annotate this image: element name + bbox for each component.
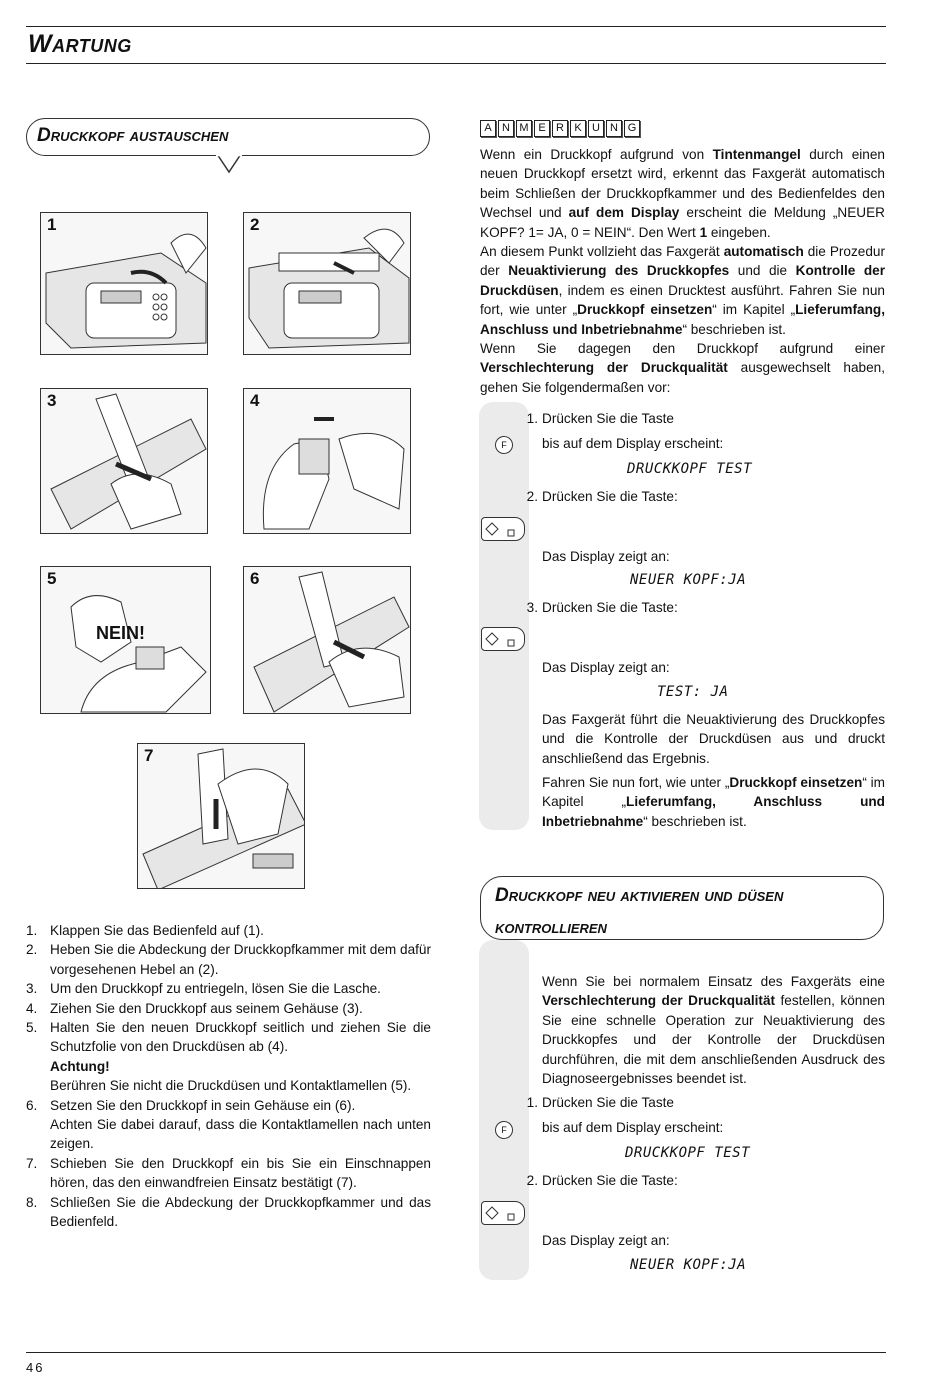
- bold-text: Kontrolle der Druckdüsen: [480, 263, 885, 298]
- step-row: [26, 999, 431, 1018]
- function-key-icon: F: [495, 436, 513, 454]
- note-title: [480, 118, 642, 137]
- text-run: erscheint die Meldung „NEUER KOPF? 1= JA, 0 = NEIN“. Den Wert: [480, 205, 885, 240]
- text-run: “ beschrieben ist.: [643, 813, 747, 829]
- figure-4: [243, 388, 411, 534]
- figure-number: 5: [47, 569, 57, 588]
- bold-text: auf dem Display: [568, 205, 680, 221]
- figure-number: 7: [144, 746, 154, 765]
- display-message: DRUCKKOPF TEST: [625, 1145, 751, 1161]
- text-run: Wenn Sie dagegen den Druckkopf aufgrund einer: [480, 341, 885, 356]
- figure-7: [137, 743, 305, 889]
- bold-text: Druckkopf einsetzen: [577, 302, 713, 318]
- step-row: [26, 1057, 431, 1076]
- text-run: eingeben.: [707, 224, 771, 240]
- step-text: Setzen Sie den Druckkopf in sein Gehäuse ein (6).: [50, 1097, 356, 1113]
- display-message: NEUER KOPF:JA: [630, 572, 747, 588]
- step-row: [26, 979, 431, 998]
- bold-text: Lieferumfang, Anschluss und Inbetriebnahme: [542, 794, 885, 829]
- section-title: Druckkopf austauschen: [37, 125, 229, 146]
- step-number: 2.: [526, 489, 538, 504]
- step-number: 1.: [526, 411, 538, 426]
- text-run: Fahren Sie nun fort, wie unter „: [542, 775, 730, 790]
- step-number: 3.: [526, 600, 538, 615]
- display-message: TEST: JA: [657, 684, 729, 700]
- figure-2: [243, 212, 411, 355]
- step-row: [26, 940, 431, 979]
- bold-text: Neuaktivierung des Druckkopfes: [508, 263, 730, 279]
- note-letter-box: E: [534, 120, 550, 137]
- text-run: ausgewechselt haben, gehen Sie folgendermaßen vor:: [480, 360, 885, 395]
- start-diamond-icon: [482, 518, 526, 542]
- step-number: [26, 1057, 50, 1076]
- text-run: die Prozedur der: [480, 244, 885, 279]
- text-run: Wenn ein Druckkopf aufgrund von: [480, 147, 713, 162]
- text-run: und die: [729, 263, 796, 279]
- bold-text: 1: [699, 224, 708, 240]
- text-run: “ im Kapitel „: [542, 775, 885, 810]
- bold-text: automatisch: [723, 244, 804, 259]
- step-text: Drücken Sie die Taste: [542, 1095, 674, 1110]
- step-text: Drücken Sie die Taste:: [542, 600, 678, 615]
- step-text: Ziehen Sie den Druckkopf aus seinem Gehäuse (3).: [50, 1000, 363, 1016]
- figure-number: 6: [250, 569, 260, 588]
- text-run: “ im Kapitel „: [712, 302, 796, 318]
- step-number: 7.: [26, 1155, 38, 1171]
- figure-3: [40, 388, 208, 534]
- step-row: [26, 1076, 431, 1095]
- section-title-line-1: Druckkopf neu aktivieren und düsen: [495, 885, 784, 906]
- note-paragraph-2: [480, 242, 885, 339]
- bubble-tail: [215, 154, 245, 174]
- step-row: [26, 1096, 431, 1115]
- figure-number: 3: [47, 391, 57, 410]
- start-diamond-icon: [482, 628, 526, 652]
- section-title-bubble: [26, 118, 430, 156]
- footer-rule: [26, 1352, 886, 1353]
- fax-panel-illustration: [41, 213, 208, 355]
- note-letter-box: G: [624, 120, 640, 137]
- insert-printhead-illustration: [244, 567, 411, 714]
- step-text: bis auf dem Display erscheint:: [542, 1120, 724, 1135]
- display-message: NEUER KOPF:JA: [630, 1257, 747, 1273]
- figure-5: [40, 566, 211, 714]
- step-number: 2.: [26, 942, 38, 958]
- text-run: “ beschrieben ist.: [682, 321, 786, 337]
- step-number: [26, 1076, 50, 1095]
- procedure-result-text: Das Faxgerät führt die Neuaktivierung des Druckkopfes und die Kontrolle der Druckdüsen aus und druckt anschließend das Ergebnis.: [542, 712, 885, 766]
- step-text: bis auf dem Display erscheint:: [542, 436, 724, 451]
- start-key-icon: [481, 627, 525, 651]
- bold-text: Druckkopf einsetzen: [729, 775, 863, 790]
- step-text: Schließen Sie die Abdeckung der Druckkopfkammer und das Bedienfeld.: [50, 1194, 431, 1230]
- note-paragraph-3: [480, 339, 885, 397]
- procedure-continue-text: [542, 773, 885, 831]
- peel-film-illustration: [244, 389, 411, 534]
- note-paragraph-1: [480, 145, 885, 242]
- step-text: Klappen Sie das Bedienfeld auf (1).: [50, 923, 264, 938]
- section-title-bubble: [480, 876, 884, 940]
- text-run: festellen, können Sie eine schnelle Operation zur Neuaktivierung des Druckkopfes und der Kontrolle der Druckdüsen durchführen, die mit dem anschließenden Ausdruck des Diagnoseergebnisses beendet ist.: [542, 993, 885, 1087]
- note-letter-box: R: [552, 120, 568, 137]
- section-title-line-2: kontrollieren: [495, 917, 607, 938]
- bold-text: Verschlechterung der Druckqualität: [480, 360, 728, 376]
- section-intro: [542, 972, 885, 1088]
- start-diamond-icon: [482, 1202, 526, 1226]
- step-text: Das Display zeigt an:: [542, 1233, 670, 1248]
- replacement-steps: [26, 921, 431, 1232]
- figure-number: 1: [47, 215, 57, 234]
- step-row: [26, 921, 431, 940]
- text-run: Wenn Sie bei normalem Einsatz des Faxgeräts eine: [542, 974, 885, 989]
- step-row: [26, 1193, 431, 1232]
- figure-number: 2: [250, 215, 260, 234]
- step-number: 6.: [26, 1097, 38, 1113]
- step-text: Halten Sie den neuen Druckkopf seitlich und ziehen Sie die Schutzfolie von den Druckdüsen ab (4).: [50, 1020, 431, 1055]
- step-text: Heben Sie die Abdeckung der Druckkopfkammer mit dem dafür vorgesehenen Hebel an (2).: [50, 942, 431, 977]
- step-number: [26, 1115, 50, 1154]
- step-number: 8.: [26, 1194, 38, 1210]
- fax-cover-illustration: [244, 213, 411, 355]
- function-key-icon: F: [495, 1121, 513, 1139]
- step-row: [26, 1154, 431, 1193]
- step-number: 3.: [26, 981, 38, 997]
- display-message: DRUCKKOPF TEST: [627, 461, 753, 477]
- figure-6: [243, 566, 411, 714]
- page-number: 46: [26, 1360, 45, 1375]
- header-rule: [26, 63, 886, 64]
- step-text: Drücken Sie die Taste:: [542, 1173, 678, 1188]
- note-letter-box: N: [498, 120, 514, 137]
- snap-printhead-illustration: [138, 744, 305, 889]
- step-number: 1.: [26, 923, 38, 938]
- chapter-title: Wartung: [28, 30, 132, 58]
- warning-heading: Achtung!: [50, 1058, 110, 1074]
- step-number: 1.: [526, 1095, 538, 1110]
- remove-printhead-illustration: [41, 389, 208, 534]
- text-run: durch einen neuen Druckkopf ersetzt wird, erkennt das Faxgerät automatisch beim Schließen der Druckkopfkammer und des Bedienfeldes den Wechsel und: [480, 147, 885, 221]
- step-row: [26, 1115, 431, 1154]
- step-text: Achten Sie dabei darauf, dass die Kontaktlamellen nach unten zeigen.: [50, 1117, 431, 1152]
- step-text: Das Display zeigt an:: [542, 549, 670, 564]
- step-text: Um den Druckkopf zu entriegeln, lösen Sie die Lasche.: [50, 981, 381, 997]
- text-run: , indem es einen Drucktest ausführt. Fahren Sie nun fort, wie unter „: [480, 282, 885, 318]
- step-number: 2.: [526, 1173, 538, 1188]
- note-letter-box: K: [570, 120, 586, 137]
- top-rule: [26, 26, 886, 27]
- note-letter-box: A: [480, 120, 496, 137]
- start-key-icon: [481, 1201, 525, 1225]
- bold-text: Tintenmangel: [712, 147, 801, 162]
- note-letter-box: M: [516, 120, 532, 137]
- step-text: Schieben Sie den Druckkopf ein bis Sie ein Einschnappen hören, das den einwandfreien Einsatz bestätigt (7).: [50, 1155, 431, 1191]
- bold-text: Verschlechterung der Druckqualität: [542, 993, 776, 1009]
- step-number: 4.: [26, 1000, 38, 1016]
- step-text: Das Display zeigt an:: [542, 660, 670, 675]
- warning-label: NEIN!: [96, 623, 145, 643]
- note-letter-box: N: [606, 120, 622, 137]
- step-row: [26, 1018, 431, 1057]
- text-run: An diesem Punkt vollzieht das Faxgerät: [480, 244, 724, 259]
- figure-number: 4: [250, 391, 260, 410]
- start-key-icon: [481, 517, 525, 541]
- bold-text: Lieferumfang, Anschluss und Inbetriebnahme: [480, 302, 885, 337]
- step-text: Drücken Sie die Taste: [542, 411, 674, 426]
- step-text: Drücken Sie die Taste:: [542, 489, 678, 504]
- note-letter-box: U: [588, 120, 604, 137]
- step-number: 5.: [26, 1020, 38, 1036]
- figure-1: [40, 212, 208, 355]
- step-text: Berühren Sie nicht die Druckdüsen und Kontaktlamellen (5).: [50, 1078, 412, 1094]
